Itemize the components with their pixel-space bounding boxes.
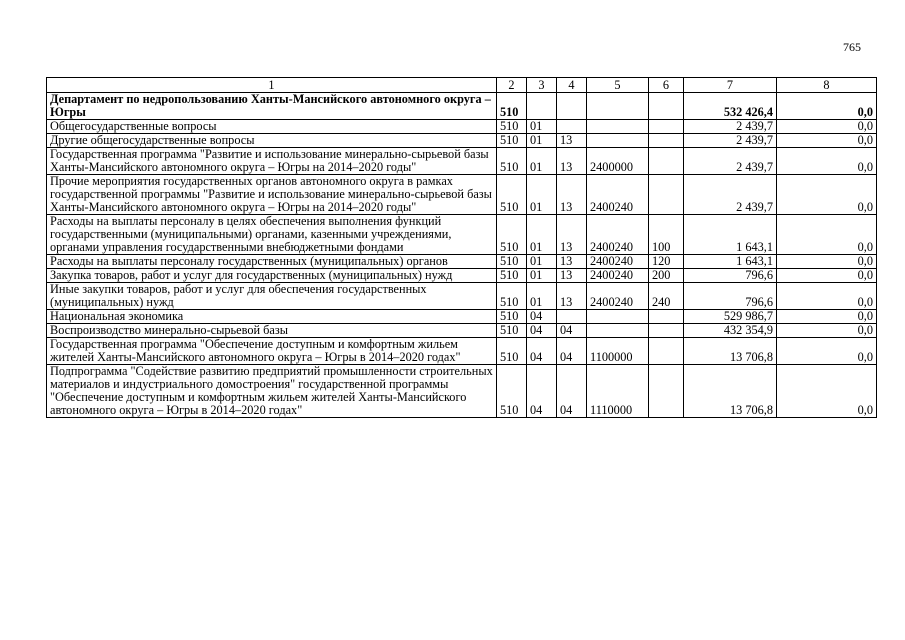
- table-row: [47, 148, 877, 175]
- row-subsection-cell: 04: [557, 324, 587, 338]
- row-grbs-cell: 510: [497, 365, 527, 418]
- column-header: 5: [587, 78, 649, 93]
- row-sum-cell: 532 426,4: [684, 93, 777, 120]
- row-target-article-cell: [587, 93, 649, 120]
- row-name-cell: Государственная программа "Обеспечение доступным и комфортным жильем жителей Ханты-Мансийского автономного округа – Югры в 2014–2020 годах": [47, 338, 497, 365]
- column-header: 8: [777, 78, 877, 93]
- table-row: [47, 283, 877, 310]
- row-subsection-cell: 13: [557, 175, 587, 215]
- row-section-cell: 01: [527, 148, 557, 175]
- column-header: 4: [557, 78, 587, 93]
- row-grbs-cell: 510: [497, 120, 527, 134]
- table-body: [47, 78, 877, 418]
- row-target-article-cell: [587, 324, 649, 338]
- row-name-cell: Общегосударственные вопросы: [47, 120, 497, 134]
- row-subsection-cell: 13: [557, 215, 587, 255]
- row-sum2-cell: 0,0: [777, 134, 877, 148]
- row-subsection-cell: 04: [557, 338, 587, 365]
- row-section-cell: 01: [527, 134, 557, 148]
- row-grbs-cell: 510: [497, 283, 527, 310]
- row-expense-type-cell: 200: [649, 269, 684, 283]
- row-expense-type-cell: 120: [649, 255, 684, 269]
- row-grbs-cell: 510: [497, 215, 527, 255]
- row-section-cell: 01: [527, 215, 557, 255]
- row-expense-type-cell: [649, 338, 684, 365]
- row-subsection-cell: 13: [557, 269, 587, 283]
- row-section-cell: 01: [527, 283, 557, 310]
- row-name-cell: Прочие мероприятия государственных органов автономного округа в рамках государственной программы "Развитие и использование минерально-сырьевой базы Ханты-Мансийского автономного округа – Югры на 2014–2020 годы": [47, 175, 497, 215]
- row-subsection-cell: 13: [557, 148, 587, 175]
- row-name-cell: Подпрограмма "Содействие развитию предприятий промышленности строительных материалов и индустриального домостроения" государственной программы "Обеспечение доступным и комфортным жильем жителей Ханты-Мансийского автономного округа – Югры в 2014–2020 годах": [47, 365, 497, 418]
- row-subsection-cell: 04: [557, 365, 587, 418]
- row-sum-cell: 2 439,7: [684, 148, 777, 175]
- row-sum2-cell: 0,0: [777, 255, 877, 269]
- row-expense-type-cell: [649, 365, 684, 418]
- row-target-article-cell: [587, 120, 649, 134]
- row-sum2-cell: 0,0: [777, 310, 877, 324]
- row-sum2-cell: 0,0: [777, 175, 877, 215]
- row-sum-cell: 796,6: [684, 269, 777, 283]
- row-expense-type-cell: [649, 175, 684, 215]
- row-sum2-cell: 0,0: [777, 324, 877, 338]
- row-grbs-cell: 510: [497, 338, 527, 365]
- row-target-article-cell: 1100000: [587, 338, 649, 365]
- row-sum2-cell: 0,0: [777, 338, 877, 365]
- row-sum2-cell: 0,0: [777, 283, 877, 310]
- row-expense-type-cell: [649, 148, 684, 175]
- table-row: [47, 338, 877, 365]
- row-sum-cell: 432 354,9: [684, 324, 777, 338]
- row-sum2-cell: 0,0: [777, 148, 877, 175]
- row-section-cell: 04: [527, 310, 557, 324]
- row-subsection-cell: [557, 93, 587, 120]
- row-expense-type-cell: [649, 310, 684, 324]
- row-name-cell: Расходы на выплаты персоналу в целях обеспечения выполнения функций государственными (муниципальными) органами, казенными учреждениями, органами управления государственными внебюджетными фондами: [47, 215, 497, 255]
- table-row: [47, 255, 877, 269]
- table-row: [47, 134, 877, 148]
- row-subsection-cell: [557, 120, 587, 134]
- row-grbs-cell: 510: [497, 310, 527, 324]
- row-grbs-cell: 510: [497, 175, 527, 215]
- row-subsection-cell: 13: [557, 134, 587, 148]
- table-row: [47, 324, 877, 338]
- row-name-cell: Другие общегосударственные вопросы: [47, 134, 497, 148]
- row-sum-cell: 796,6: [684, 283, 777, 310]
- row-expense-type-cell: [649, 120, 684, 134]
- row-subsection-cell: [557, 310, 587, 324]
- row-target-article-cell: [587, 134, 649, 148]
- row-grbs-cell: 510: [497, 93, 527, 120]
- row-section-cell: 04: [527, 338, 557, 365]
- row-grbs-cell: 510: [497, 255, 527, 269]
- table-row: [47, 269, 877, 283]
- column-header: 6: [649, 78, 684, 93]
- column-header: 7: [684, 78, 777, 93]
- row-grbs-cell: 510: [497, 134, 527, 148]
- row-sum-cell: 2 439,7: [684, 134, 777, 148]
- table-row: [47, 175, 877, 215]
- column-header: 1: [47, 78, 497, 93]
- row-section-cell: 04: [527, 324, 557, 338]
- row-sum2-cell: 0,0: [777, 120, 877, 134]
- row-expense-type-cell: 240: [649, 283, 684, 310]
- row-section-cell: 01: [527, 269, 557, 283]
- row-section-cell: 04: [527, 365, 557, 418]
- row-target-article-cell: 2400240: [587, 175, 649, 215]
- row-section-cell: 01: [527, 120, 557, 134]
- row-expense-type-cell: 100: [649, 215, 684, 255]
- row-target-article-cell: 2400240: [587, 269, 649, 283]
- row-subsection-cell: 13: [557, 255, 587, 269]
- row-subsection-cell: 13: [557, 283, 587, 310]
- row-grbs-cell: 510: [497, 269, 527, 283]
- row-name-cell: Иные закупки товаров, работ и услуг для обеспечения государственных (муниципальных) нужд: [47, 283, 497, 310]
- row-name-cell: Воспроизводство минерально-сырьевой базы: [47, 324, 497, 338]
- row-expense-type-cell: [649, 93, 684, 120]
- row-target-article-cell: 2400240: [587, 255, 649, 269]
- row-target-article-cell: 2400240: [587, 215, 649, 255]
- row-expense-type-cell: [649, 324, 684, 338]
- table-row: [47, 120, 877, 134]
- row-sum-cell: 13 706,8: [684, 338, 777, 365]
- row-target-article-cell: 2400000: [587, 148, 649, 175]
- row-target-article-cell: [587, 310, 649, 324]
- column-header: 3: [527, 78, 557, 93]
- row-sum-cell: 1 643,1: [684, 255, 777, 269]
- row-sum-cell: 529 986,7: [684, 310, 777, 324]
- row-target-article-cell: 2400240: [587, 283, 649, 310]
- row-sum2-cell: 0,0: [777, 215, 877, 255]
- row-name-cell: Закупка товаров, работ и услуг для государственных (муниципальных) нужд: [47, 269, 497, 283]
- row-grbs-cell: 510: [497, 148, 527, 175]
- row-name-cell: Департамент по недропользованию Ханты-Мансийского автономного округа – Югры: [47, 93, 497, 120]
- row-target-article-cell: 1110000: [587, 365, 649, 418]
- row-name-cell: Расходы на выплаты персоналу государственных (муниципальных) органов: [47, 255, 497, 269]
- row-section-cell: 01: [527, 255, 557, 269]
- row-sum-cell: 1 643,1: [684, 215, 777, 255]
- table-row: [47, 93, 877, 120]
- row-grbs-cell: 510: [497, 324, 527, 338]
- row-name-cell: Национальная экономика: [47, 310, 497, 324]
- row-sum2-cell: 0,0: [777, 93, 877, 120]
- header-row: [47, 78, 877, 93]
- row-expense-type-cell: [649, 134, 684, 148]
- column-header: 2: [497, 78, 527, 93]
- table-row: [47, 365, 877, 418]
- row-sum2-cell: 0,0: [777, 269, 877, 283]
- row-section-cell: 01: [527, 175, 557, 215]
- row-sum-cell: 2 439,7: [684, 175, 777, 215]
- table-row: [47, 310, 877, 324]
- page-number: 765: [843, 40, 861, 54]
- row-name-cell: Государственная программа "Развитие и использование минерально-сырьевой базы Ханты-Мансийского автономного округа – Югры на 2014–2020 годы": [47, 148, 497, 175]
- row-sum-cell: 2 439,7: [684, 120, 777, 134]
- row-sum-cell: 13 706,8: [684, 365, 777, 418]
- budget-table: [46, 77, 877, 418]
- row-section-cell: [527, 93, 557, 120]
- table-row: [47, 215, 877, 255]
- row-sum2-cell: 0,0: [777, 365, 877, 418]
